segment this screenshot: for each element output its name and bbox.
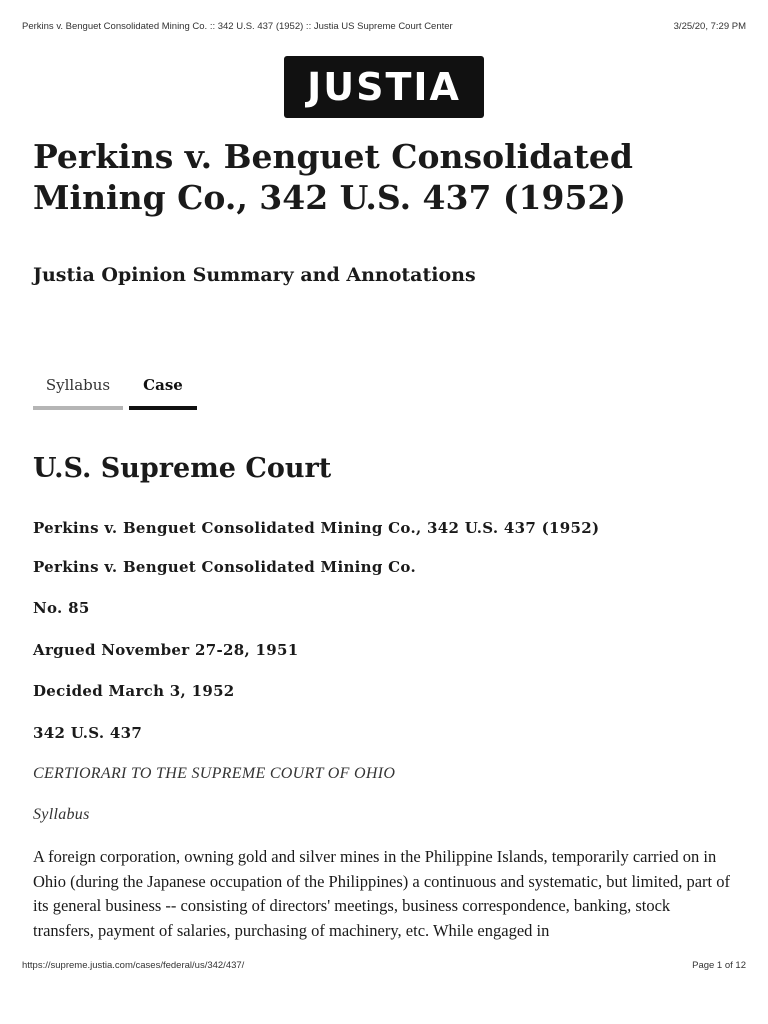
syllabus-paragraph: A foreign corporation, owning gold and silver mines in the Philippine Islands, temporarily carried on in Ohio (during the Japanese occupation of the Philippines) a continuous and systematic, but limited, part of its general business -- consisting of directors' meetings, business correspondence, banking, stock transfers, payment of salaries, purchasing of machinery, etc. While engaged in	[33, 847, 730, 940]
certiorari-line: CERTIORARI TO THE SUPREME COURT OF OHIO	[33, 765, 396, 782]
page-title: Perkins v. Benguet Consolidated Mining Co., 342 U.S. 437 (1952)	[33, 137, 633, 217]
justia-logo-text: JUSTIA	[307, 65, 461, 109]
case-citation: Perkins v. Benguet Consolidated Mining Co., 342 U.S. 437 (1952)	[33, 519, 600, 537]
print-header	[22, 21, 746, 32]
tab-syllabus[interactable]	[33, 372, 123, 410]
docket-number: No. 85	[33, 599, 90, 617]
reporter-citation: 342 U.S. 437	[33, 724, 143, 742]
argued-date: Argued November 27-28, 1951	[33, 641, 299, 659]
print-doc-title: Perkins v. Benguet Consolidated Mining Co. :: 342 U.S. 437 (1952) :: Justia US Supreme Court Center	[22, 21, 453, 32]
opinion-tabs	[33, 372, 197, 410]
tab-case[interactable]	[129, 372, 197, 410]
case-name: Perkins v. Benguet Consolidated Mining Co.	[33, 558, 416, 576]
opinion-summary-heading: Justia Opinion Summary and Annotations	[33, 264, 476, 286]
justia-logo[interactable]	[284, 56, 484, 118]
page-number: Page 1 of 12	[692, 960, 746, 971]
tab-case-label: Case	[143, 376, 183, 394]
print-footer	[22, 960, 746, 971]
print-url: https://supreme.justia.com/cases/federal/us/342/437/	[22, 960, 245, 971]
print-datetime: 3/25/20, 7:29 PM	[673, 21, 746, 32]
tab-syllabus-label: Syllabus	[45, 376, 111, 394]
decided-date: Decided March 3, 1952	[33, 682, 235, 700]
syllabus-label: Syllabus	[33, 806, 90, 823]
court-heading: U.S. Supreme Court	[33, 453, 332, 484]
